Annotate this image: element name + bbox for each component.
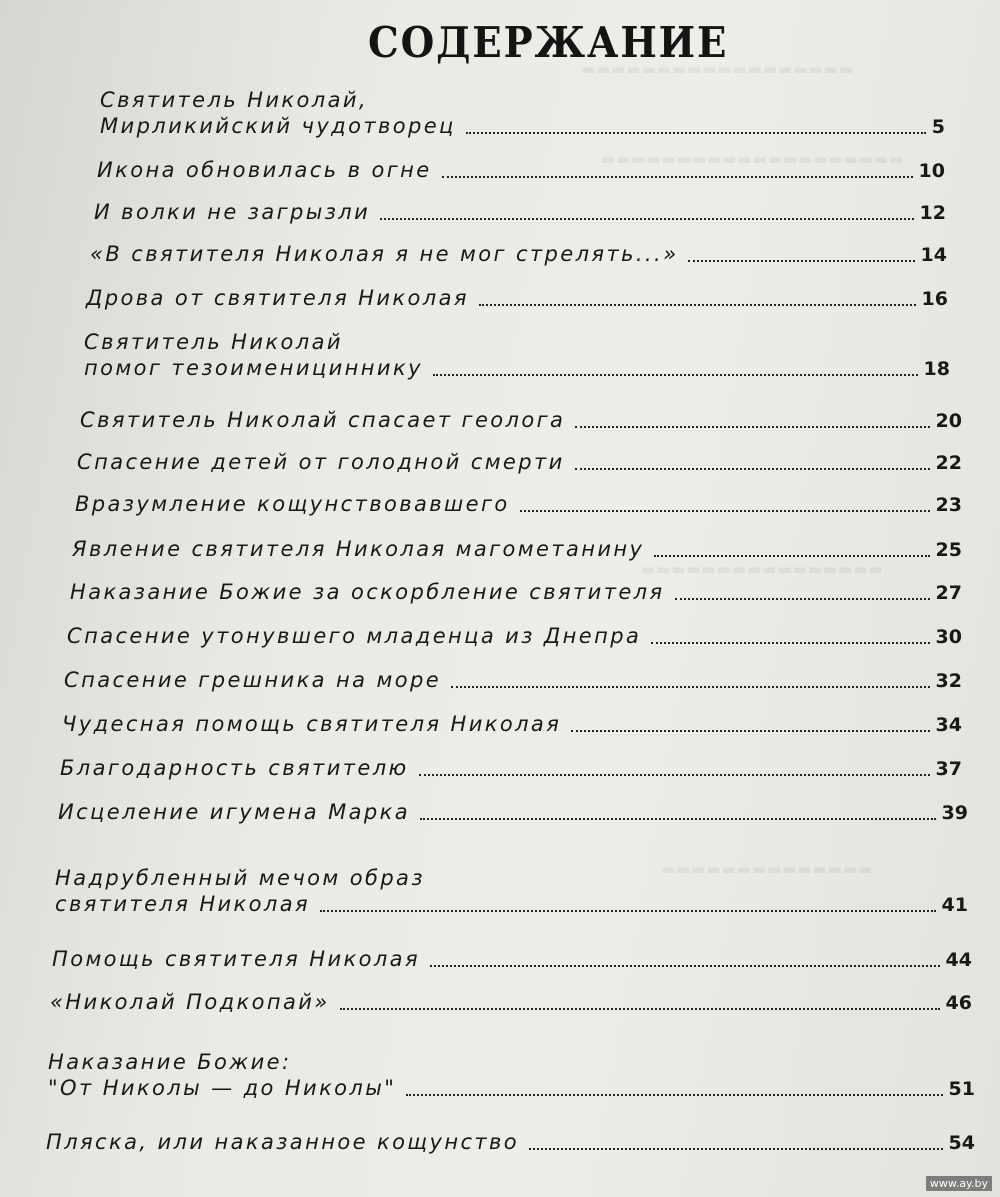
toc-entry-title: Наказание Божие за оскорбление святителя — [70, 580, 665, 604]
page-number: 22 — [935, 452, 962, 474]
toc-entry-row — [94, 200, 946, 224]
page-number: 39 — [941, 802, 968, 824]
bleed-through-text: ▬▬▬▬▬▬▬▬▬▬▬▬▬▬▬▬ — [640, 560, 883, 578]
page-number: 14 — [920, 244, 947, 266]
page-number: 30 — [935, 626, 962, 648]
dot-leader — [575, 426, 929, 428]
toc-entry-title: Дрова от святителя Николая — [86, 286, 469, 310]
dot-leader — [651, 642, 929, 644]
toc-entry-row — [80, 408, 962, 432]
toc-entry — [100, 88, 945, 138]
dot-leader — [466, 132, 926, 134]
toc-entry-title-line1: Святитель Николай, — [100, 88, 368, 112]
toc-entry — [72, 537, 962, 561]
toc-entry-row — [67, 624, 962, 648]
page-number: 25 — [935, 539, 962, 561]
toc-entry-row — [77, 450, 962, 474]
dot-leader — [675, 598, 930, 600]
bleed-through-text: ▬▬▬▬▬▬▬▬▬▬▬▬▬▬▬▬▬▬▬▬ — [600, 150, 904, 168]
dot-leader — [654, 555, 929, 557]
toc-entry-row — [58, 800, 968, 824]
page-number: 37 — [935, 758, 962, 780]
page-number: 10 — [918, 160, 945, 182]
toc-entry-row — [97, 158, 945, 182]
toc-entry-title: И волки не загрызли — [94, 200, 371, 224]
toc-entry-title: Пляска, или наказанное кощунство — [46, 1130, 520, 1154]
toc-entry — [55, 866, 968, 916]
toc-entry-row — [50, 990, 972, 1014]
dot-leader — [451, 686, 930, 688]
toc-entry-row — [100, 114, 945, 138]
toc-entry-row — [84, 356, 950, 380]
dot-leader — [419, 774, 930, 776]
toc-entry — [48, 1050, 975, 1100]
toc-entry — [50, 990, 972, 1014]
page-number: 32 — [935, 670, 962, 692]
toc-entry-row — [70, 580, 962, 604]
toc-entry — [52, 947, 972, 971]
watermark: www.ay.by — [926, 1176, 992, 1191]
toc-entry — [77, 450, 962, 474]
toc-entry — [75, 492, 962, 516]
page-number: 18 — [923, 358, 950, 380]
toc-entry-title: Исцеление игумена Марка — [58, 800, 410, 824]
page-number: 16 — [921, 288, 948, 310]
dot-leader — [575, 468, 930, 470]
toc-entry-title: «В святителя Николая я не мог стрелять...» — [90, 242, 679, 266]
dot-leader — [479, 304, 916, 306]
toc-entry — [60, 756, 962, 780]
dot-leader — [320, 910, 936, 912]
page-number: 46 — [945, 992, 972, 1014]
toc-entry-title: святителя Николая — [55, 892, 311, 916]
dot-leader — [529, 1148, 942, 1150]
toc-entry-title: Явление святителя Николая магометанину — [72, 537, 645, 561]
page-number: 34 — [935, 714, 962, 736]
toc-entry-row — [52, 947, 972, 971]
toc-entry-title: Святитель Николай спасает геолога — [80, 408, 566, 432]
toc-entry-row — [72, 537, 962, 561]
toc-entry-title-line1: Наказание Божие: — [48, 1050, 292, 1074]
dot-leader — [442, 176, 913, 178]
toc-entry-title: Чудесная помощь святителя Николая — [62, 712, 562, 736]
page-number: 20 — [935, 410, 962, 432]
page-number: 41 — [941, 894, 968, 916]
page-number: 23 — [935, 494, 962, 516]
dot-leader — [433, 374, 918, 376]
toc-entry — [86, 286, 948, 310]
toc-entry-title-line1: Святитель Николай — [84, 330, 343, 354]
dot-leader — [520, 510, 930, 512]
toc-entry-row — [90, 242, 947, 266]
page-number: 51 — [948, 1078, 975, 1100]
dot-leader — [380, 218, 913, 220]
toc-entry-row — [64, 668, 962, 692]
page-number: 12 — [919, 202, 946, 224]
toc-entry-row — [55, 892, 968, 916]
page-number: 44 — [945, 949, 972, 971]
page-number: 27 — [935, 582, 962, 604]
toc-entry-title: Икона обновилась в огне — [97, 158, 432, 182]
toc-entry-title: "От Николы — до Николы" — [48, 1076, 397, 1100]
dot-leader — [688, 260, 914, 262]
toc-entry — [64, 668, 962, 692]
page-number: 54 — [948, 1132, 975, 1154]
toc-entry-row — [62, 712, 962, 736]
page-number: 5 — [931, 116, 945, 138]
toc-entry-title: «Николай Подкопай» — [50, 990, 330, 1014]
toc-entry-row — [46, 1130, 975, 1154]
toc-entry — [90, 242, 947, 266]
toc-entry-title: Мирликийский чудотворец — [100, 114, 456, 138]
toc-entry-row — [48, 1076, 975, 1100]
dot-leader — [420, 818, 936, 820]
toc-entry-row — [86, 286, 948, 310]
dot-leader — [406, 1094, 942, 1096]
toc-entry-title: Спасение утонувшего младенца из Днепра — [67, 624, 642, 648]
bleed-through-text: ▬▬▬▬▬▬▬▬▬▬▬▬▬▬▬▬▬▬ — [580, 60, 854, 78]
toc-entry — [67, 624, 962, 648]
toc-entry-row — [60, 756, 962, 780]
toc-entry — [80, 408, 962, 432]
bleed-through-text: ▬▬▬▬▬▬▬▬▬▬▬▬▬▬ — [660, 860, 873, 878]
toc-entry-title: Спасение детей от голодной смерти — [77, 450, 565, 474]
toc-entry-title: Благодарность святителю — [60, 756, 409, 780]
toc-entry-row — [75, 492, 962, 516]
toc-entry — [94, 200, 946, 224]
toc-entry — [58, 800, 968, 824]
toc-entry — [97, 158, 945, 182]
dot-leader — [430, 965, 940, 967]
toc-entry-title-line1: Надрубленный мечом образ — [55, 866, 425, 890]
toc-entry-title: Спасение грешника на море — [64, 668, 442, 692]
toc-entry — [46, 1130, 975, 1154]
toc-entry — [70, 580, 962, 604]
dot-leader — [571, 730, 929, 732]
dot-leader — [340, 1008, 940, 1010]
toc-entry — [84, 330, 950, 380]
page-title: СОДЕРЖАНИЕ — [368, 18, 729, 67]
toc-entry-title: помог тезоименициннику — [84, 356, 423, 380]
toc-entry-title: Вразумление кощунствовавшего — [75, 492, 510, 516]
toc-entry-title: Помощь святителя Николая — [52, 947, 420, 971]
toc-entry — [62, 712, 962, 736]
